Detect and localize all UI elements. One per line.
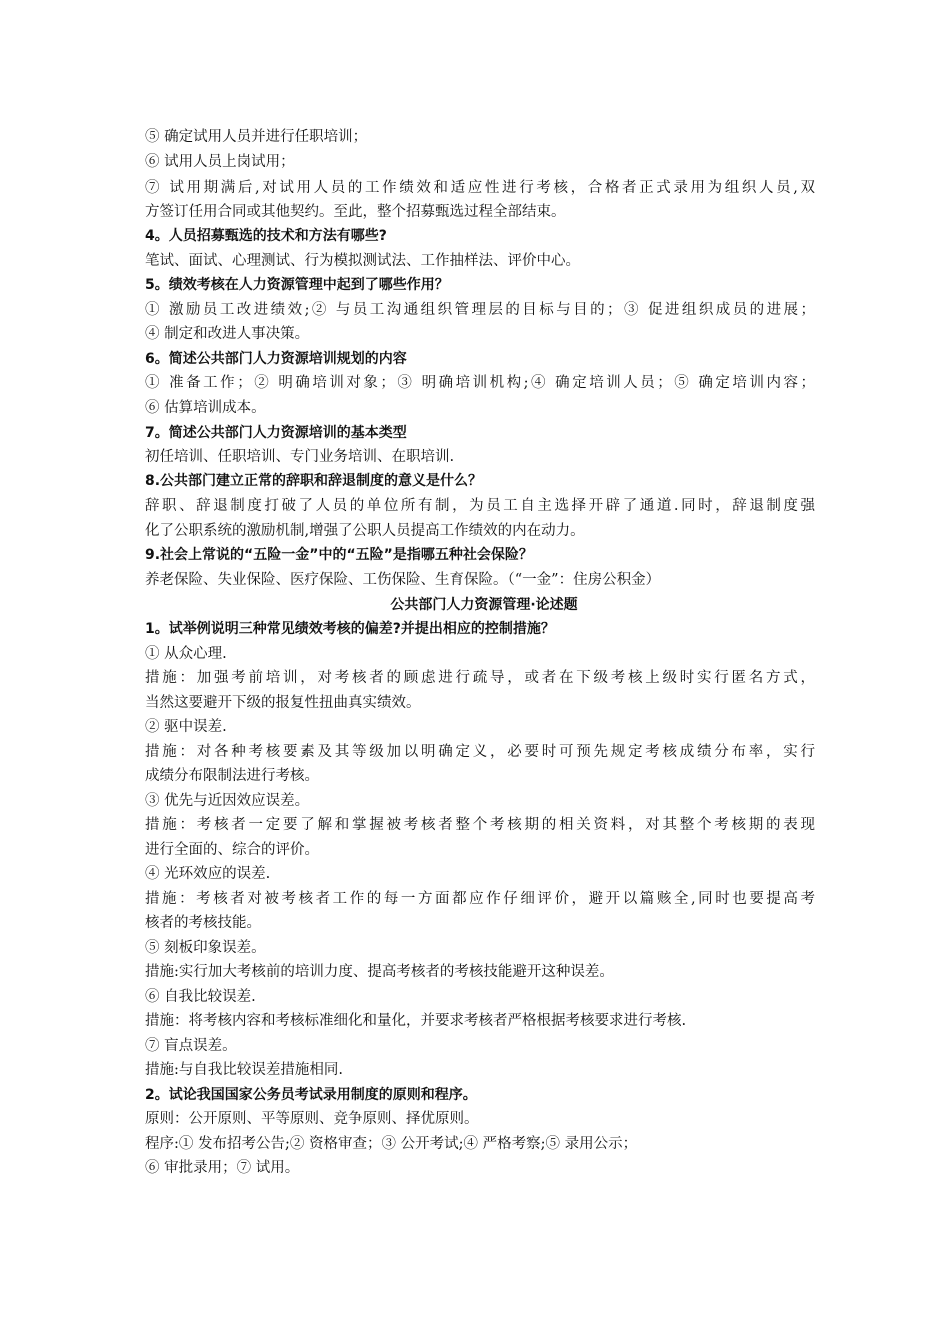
text-line: ① 准备工作；② 明确培训对象；③ 明确培训机构;④ 确定培训人员；⑤ 确定培训内容； <box>145 375 815 391</box>
question-heading: 8.公共部门建立正常的辞职和辞退制度的意义是什么？ <box>145 473 483 489</box>
text-line: 程序:① 发布招考公告;② 资格审查；③ 公开考试;④ 严格考察;⑤ 录用公示； <box>145 1136 638 1152</box>
section-title: 公共部门人力资源管理·论述题 <box>390 597 578 613</box>
text-line: ⑤ 刻板印象误差。 <box>145 940 266 956</box>
text-line: 笔试、面试、心理测试、行为模拟测试法、工作抽样法、评价中心。 <box>145 253 580 269</box>
text-line: ⑥ 估算培训成本。 <box>145 400 266 416</box>
question-heading: 1。试举例说明三种常见绩效考核的偏差?并提出相应的控制措施？ <box>145 621 555 637</box>
text-line: ④ 光环效应的误差. <box>145 866 271 882</box>
text-line: 辞职、辞退制度打破了人员的单位所有制，为员工自主选择开辟了通道.同时，辞退制度强 <box>145 498 815 514</box>
question-heading: 5。绩效考核在人力资源管理中起到了哪些作用？ <box>145 277 449 293</box>
text-line: 措施：将考核内容和考核标准细化和量化，并要求考核者严格根据考核要求进行考核. <box>145 1013 687 1029</box>
question-heading: 2。试论我国国家公务员考试录用制度的原则和程序。 <box>145 1087 477 1103</box>
text-line: 化了公职系统的激励机制,增强了公职人员提高工作绩效的内在动力。 <box>145 523 585 539</box>
text-line: ⑥ 试用人员上岗试用； <box>145 154 295 170</box>
text-line: 措施：对各种考核要素及其等级加以明确定义，必要时可预先规定考核成绩分布率，实行 <box>145 744 815 760</box>
text-line: 进行全面的、综合的评价。 <box>145 842 319 858</box>
text-line: 措施：考核者对被考核者工作的每一方面都应作仔细评价，避开以篇赅全,同时也要提高考 <box>145 891 815 907</box>
text-line: ④ 制定和改进人事决策。 <box>145 326 310 342</box>
text-line: 核者的考核技能。 <box>145 915 261 931</box>
text-line: 当然这要避开下级的报复性扭曲真实绩效。 <box>145 695 421 711</box>
text-line: 成绩分布限制法进行考核。 <box>145 768 319 784</box>
text-line: ⑤ 确定试用人员并进行任职培训； <box>145 129 368 145</box>
question-heading: 7。简述公共部门人力资源培训的基本类型 <box>145 425 407 441</box>
text-line: ① 从众心理. <box>145 646 227 662</box>
question-heading: 4。人员招募甄选的技术和方法有哪些? <box>145 228 387 244</box>
text-line: ① 激励员工改进绩效;② 与员工沟通组织管理层的目标与目的；③ 促进组织成员的进展； <box>145 302 815 318</box>
text-line: ② 驱中误差. <box>145 719 227 735</box>
text-line: 措施：考核者一定要了解和掌握被考核者整个考核期的相关资料，对其整个考核期的表现 <box>145 817 815 833</box>
text-line: 措施：加强考前培训，对考核者的顾虑进行疏导，或者在下级考核上级时实行匿名方式， <box>145 670 815 686</box>
text-line: 养老保险、失业保险、医疗保险、工伤保险、生育保险。（“一金”：住房公积金） <box>145 572 661 588</box>
text-line: ⑦ 盲点误差。 <box>145 1038 237 1054</box>
text-line: 措施:实行加大考核前的培训力度、提高考核者的考核技能避开这种误差。 <box>145 964 614 980</box>
question-heading: 9.社会上常说的“五险一金”中的“五险”是指哪五种社会保险？ <box>145 547 533 563</box>
text-line: ⑦ 试用期满后,对试用人员的工作绩效和适应性进行考核，合格者正式录用为组织人员,双 <box>145 180 815 196</box>
text-line: 方签订任用合同或其他契约。至此，整个招募甄选过程全部结束。 <box>145 204 566 220</box>
text-line: 措施:与自我比较误差措施相同. <box>145 1062 343 1078</box>
text-line: ⑥ 自我比较误差. <box>145 989 256 1005</box>
text-line: ⑥ 审批录用；⑦ 试用。 <box>145 1160 300 1176</box>
question-heading: 6。简述公共部门人力资源培训规划的内容 <box>145 351 407 367</box>
text-line: ③ 优先与近因效应误差。 <box>145 793 310 809</box>
text-line: 原则：公开原则、平等原则、竞争原则、择优原则。 <box>145 1111 479 1127</box>
text-line: 初任培训、任职培训、专门业务培训、在职培训. <box>145 449 455 465</box>
